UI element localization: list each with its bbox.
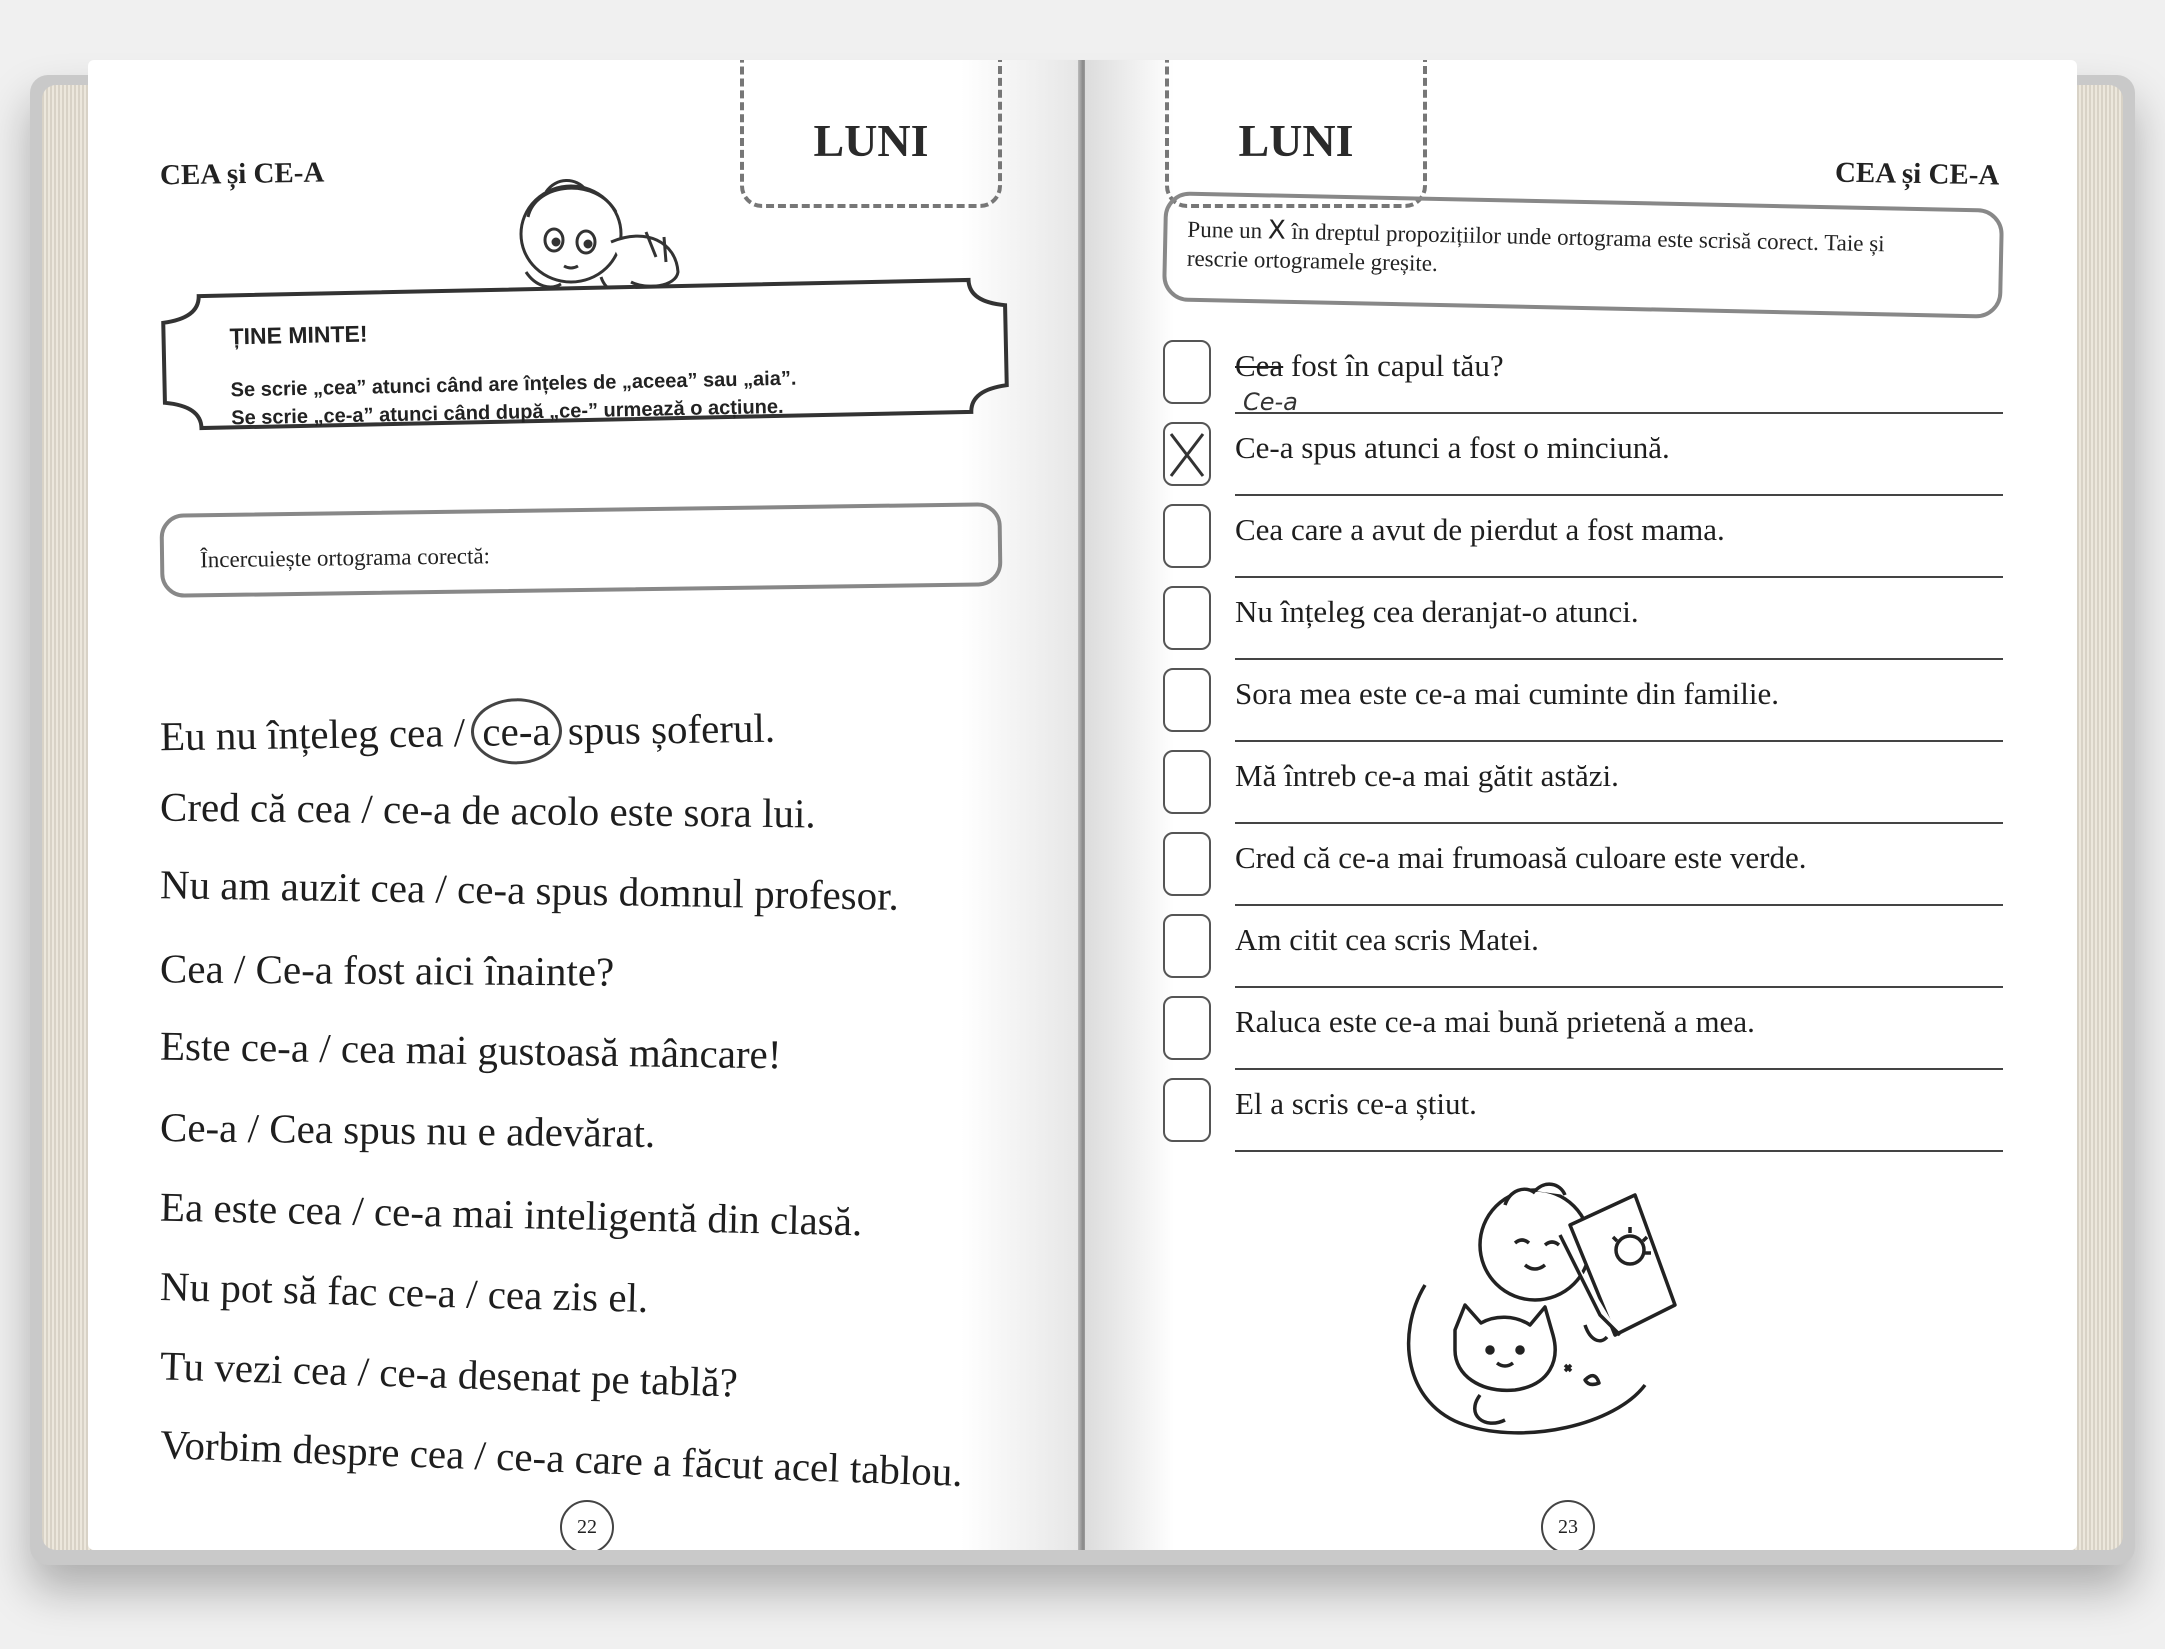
checkbox[interactable] <box>1163 1078 1211 1142</box>
exercise-item <box>1163 422 2003 502</box>
exercise-item <box>1163 832 2003 912</box>
sentence: Ce-a / Cea spus nu e adevărat. <box>159 1103 656 1157</box>
section-title: CEA și CE-A <box>1834 156 2000 192</box>
sentence: Nu am auzit cea / ce-a spus domnul profesor. <box>159 861 900 919</box>
exercise-text: Ce-a spus atunci a fost o minciună. <box>1235 430 1670 465</box>
right-page <box>1085 60 2077 1550</box>
answer-line <box>1235 904 2003 906</box>
checkbox[interactable] <box>1163 504 1211 568</box>
remember-rule-1: Se scrie „cea” atunci când are înțeles de „aceea” sau „aia”. <box>230 367 797 402</box>
remember-title: ȚINE MINTE! <box>229 320 368 350</box>
example-after: spus șoferul. <box>557 704 776 754</box>
answer-line <box>1235 1150 2003 1152</box>
exercise-text: Raluca este ce-a mai bună prietenă a mea. <box>1235 1004 1755 1039</box>
struck-word: Cea <box>1235 348 1284 383</box>
exercise-item <box>1163 750 2003 830</box>
exercise-text: Nu înțeleg cea deranjat-o atunci. <box>1235 594 1639 629</box>
exercise-text: Sora mea este ce-a mai cuminte din familie. <box>1235 676 1779 711</box>
checkbox[interactable] <box>1163 340 1211 404</box>
exercise-item <box>1163 586 2003 666</box>
page-number: 22 <box>560 1500 614 1550</box>
sentence: Tu vezi cea / ce-a desenat pe tablă? <box>159 1342 739 1406</box>
x-mark-icon <box>1167 430 1207 480</box>
answer-line <box>1235 822 2003 824</box>
sentence: Nu pot să fac ce-a / cea zis el. <box>159 1263 649 1321</box>
instruction-line-2: rescrie ortogramele greșite. <box>1186 245 1439 276</box>
child-reading-illustration-icon <box>1385 1165 1715 1455</box>
remember-box <box>159 275 1012 433</box>
day-tab: LUNI <box>740 60 1002 208</box>
checkbox[interactable] <box>1163 914 1211 978</box>
checkbox-checked[interactable] <box>1163 422 1211 486</box>
sentence: Cred că cea / ce-a de acolo este sora lui. <box>159 783 816 837</box>
day-tab: LUNI <box>1165 60 1427 208</box>
exercise-text: Cea care a avut de pierdut a fost mama. <box>1235 512 1725 547</box>
exercise-item <box>1163 504 2003 584</box>
sentence-example <box>160 704 776 761</box>
instruction-box <box>1162 191 2004 319</box>
sentence: Vorbim despre cea / ce-a care a făcut acel tablou. <box>159 1421 964 1495</box>
left-page <box>88 60 1080 1550</box>
answer-line <box>1235 494 2003 496</box>
answer-line <box>1235 576 2003 578</box>
answer-line <box>1235 1068 2003 1070</box>
exercise-item <box>1163 668 2003 748</box>
checkbox[interactable] <box>1163 586 1211 650</box>
instruction-part-2: în dreptul propozițiilor unde ortograma este scrisă corect. Taie și <box>1291 218 1885 257</box>
exercise-item <box>1163 914 2003 994</box>
answer-line <box>1235 986 2003 988</box>
checkbox[interactable] <box>1163 996 1211 1060</box>
exercise-text: Am citit cea scris Matei. <box>1235 922 1539 957</box>
exercise-item <box>1163 996 2003 1076</box>
exercise-item <box>1163 1078 2003 1158</box>
instruction-text: Încercuiește ortograma corectă: <box>199 543 491 573</box>
answer-line <box>1235 412 2003 414</box>
exercise-text: Cred că ce-a mai frumoasă culoare este verde. <box>1235 840 1807 875</box>
checkbox[interactable] <box>1163 750 1211 814</box>
sentence: Ea este cea / ce-a mai inteligentă din clasă. <box>159 1183 863 1245</box>
instruction-part-1: Pune un <box>1187 216 1263 244</box>
handwritten-correction: Ce-a <box>1243 388 1298 416</box>
answer-line <box>1235 658 2003 660</box>
example-before: Eu nu înțeleg cea / <box>159 708 476 760</box>
circled-answer: ce-a <box>471 698 562 765</box>
section-title: CEA și CE-A <box>159 156 325 192</box>
sentence: Este ce-a / cea mai gustoasă mâncare! <box>159 1022 782 1078</box>
remember-rule-2: Se scrie „ce-a” atunci când după „ce-” urmează o acțiune. <box>231 395 784 430</box>
answer-line <box>1235 740 2003 742</box>
sentence: Cea / Ce-a fost aici înainte? <box>159 945 615 995</box>
exercise-text: El a scris ce-a știut. <box>1235 1086 1477 1121</box>
example-text <box>1235 348 1504 384</box>
exercise-item-example <box>1163 340 2003 420</box>
exercise-text: Mă întreb ce-a mai gătit astăzi. <box>1235 758 1619 793</box>
x-mark-icon: X <box>1267 215 1287 246</box>
checkbox[interactable] <box>1163 832 1211 896</box>
page-number: 23 <box>1541 1500 1595 1550</box>
instruction-box <box>159 502 1002 598</box>
checkbox[interactable] <box>1163 668 1211 732</box>
example-rest: fost în capul tău? <box>1283 348 1504 383</box>
